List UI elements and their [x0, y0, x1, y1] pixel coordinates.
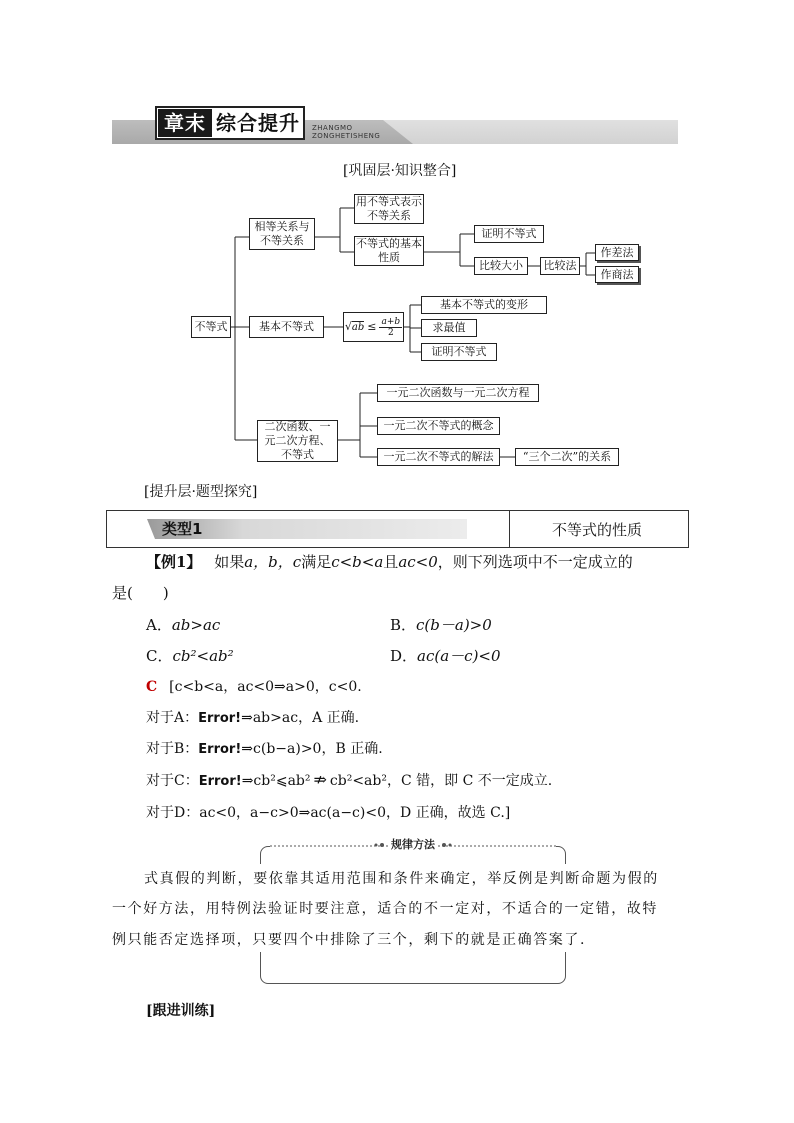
solution-premise: [c<b<a，ac<0⇒a>0，c<0.: [169, 679, 362, 695]
mindmap-node-prove: 证明不等式: [474, 225, 544, 243]
section-title-explore: [提升层·题型探究]: [144, 484, 258, 500]
option-c-letter: C．: [146, 647, 173, 665]
mindmap-node-quad-ineq-solve: 一元二次不等式的解法: [377, 448, 500, 466]
type-box-divider: [509, 510, 510, 548]
formula-le: ≤: [367, 320, 377, 333]
mindmap-node-represent: 用不等式表示不等关系: [356, 195, 422, 222]
option-a-text: ab>ac: [171, 616, 221, 634]
option-a-letter: A．: [146, 616, 172, 634]
solution-b-error: Error!: [198, 742, 242, 757]
option-b: [390, 614, 492, 635]
stem-vars: a，b，c: [244, 553, 302, 571]
solution-line-0: [146, 676, 362, 696]
mindmap-node-prove-2: 证明不等式: [421, 343, 497, 361]
type-label: 类型1: [162, 520, 203, 538]
followup-title: [跟进训练]: [146, 1003, 216, 1019]
method-header: [270, 832, 556, 860]
solution-a-text: ⇒ab>ac，A 正确.: [241, 710, 360, 726]
mindmap-node-quadratic: 二次函数、一元二次方程、不等式: [257, 420, 338, 462]
solution-a-prefix: 对于A：: [146, 710, 199, 726]
mindmap-node-basic-properties: 不等式的基本性质: [356, 237, 422, 264]
solution-c-text-1: ⇒cb²⩽ab²: [241, 773, 311, 789]
solution-b-text: ⇒c(b−a)>0，B 正确.: [241, 741, 383, 757]
mindmap-node-difference: 作差法: [595, 244, 639, 261]
formula-sqrt-ab: ab: [351, 322, 365, 333]
solution-line-a: [146, 707, 359, 727]
stem-part-1: 如果: [214, 553, 245, 571]
stem-part-3: 且: [383, 553, 399, 571]
formula-numerator: a+b: [381, 316, 401, 327]
example-stem-line1: [146, 551, 633, 572]
mindmap-node-formula: [343, 312, 404, 342]
solution-c-prefix: 对于C：: [146, 773, 199, 789]
stem-part-4: ，则下列选项中不一定成立的: [437, 553, 633, 571]
example-label: 【例1】: [146, 553, 202, 571]
stem-condition: c<b<a: [331, 553, 384, 571]
mindmap-node-three-quadratics: “三个二次”的关系: [515, 448, 619, 466]
formula-fraction: [379, 317, 402, 338]
solution-b-prefix: 对于B：: [146, 741, 199, 757]
mindmap-root: 不等式: [191, 316, 231, 338]
solution-c-text-2: cb²<ab²，C 错，即 C 不一定成立.: [329, 773, 553, 789]
option-d: [390, 645, 501, 666]
mindmap-node-quad-func-eq: 一元二次函数与一元二次方程: [377, 384, 539, 402]
solution-line-d: 对于D：ac<0，a−c>0⇒ac(a−c)<0，D 正确，故选 C.]: [146, 805, 511, 821]
answer-letter: C: [146, 679, 158, 695]
solution-line-c: [146, 770, 552, 790]
option-c-text: cb²<ab²: [172, 647, 234, 665]
sqrt-symbol: √: [344, 320, 352, 333]
solution-line-b: [146, 738, 383, 758]
mindmap-node-compare: 比较大小: [474, 257, 528, 275]
method-line-3: 例只能否定选择项，只要四个中排除了三个，剩下的就是正确答案了.: [112, 932, 587, 948]
section-title-consolidate: [巩固层·知识整合]: [343, 163, 457, 179]
method-title: 规律方法: [391, 838, 435, 851]
not-implies-arrow: ⇏: [313, 770, 327, 789]
option-d-text: ac(a－c)<0: [417, 647, 501, 665]
method-line-2: 一个好方法，用特例法验证时要注意，适合的不一定对，不适合的一定错，故特: [112, 901, 658, 917]
type-name: 不等式的性质: [552, 521, 643, 539]
mindmap-node-basic-inequality: 基本不等式: [249, 316, 324, 338]
pinyin-line-2: ZONGHETISHENG: [312, 132, 381, 140]
mindmap-node-equality: 相等关系与不等关系: [249, 218, 315, 250]
mindmap-node-compare-method: 比较法: [540, 257, 580, 275]
stem-part-2: 满足: [301, 553, 332, 571]
option-d-letter: D．: [390, 647, 418, 665]
mindmap-node-extremum: 求最值: [421, 319, 477, 337]
option-a: [146, 614, 220, 635]
pinyin-line-1: ZHANGMO: [312, 124, 353, 132]
mindmap-node-quad-ineq-concept: 一元二次不等式的概念: [377, 417, 500, 435]
chapter-badge-dark: 章末: [158, 109, 212, 137]
chapter-badge-title: 综合提升: [216, 111, 300, 135]
option-b-text: c(b－a)>0: [416, 616, 492, 634]
example-stem-line2: 是( ): [112, 584, 169, 602]
option-c: [146, 645, 234, 666]
option-b-letter: B．: [390, 616, 417, 634]
stem-condition-2: ac<0: [398, 553, 438, 571]
solution-c-error: Error!: [198, 774, 242, 789]
formula-denominator: 2: [387, 327, 394, 338]
method-line-1: 式真假的判断，要依靠其适用范围和条件来确定，举反例是判断命题为假的: [144, 871, 659, 887]
mindmap-node-variant: 基本不等式的变形: [421, 296, 547, 314]
solution-a-error: Error!: [198, 711, 242, 726]
mindmap-node-quotient: 作商法: [595, 266, 639, 283]
